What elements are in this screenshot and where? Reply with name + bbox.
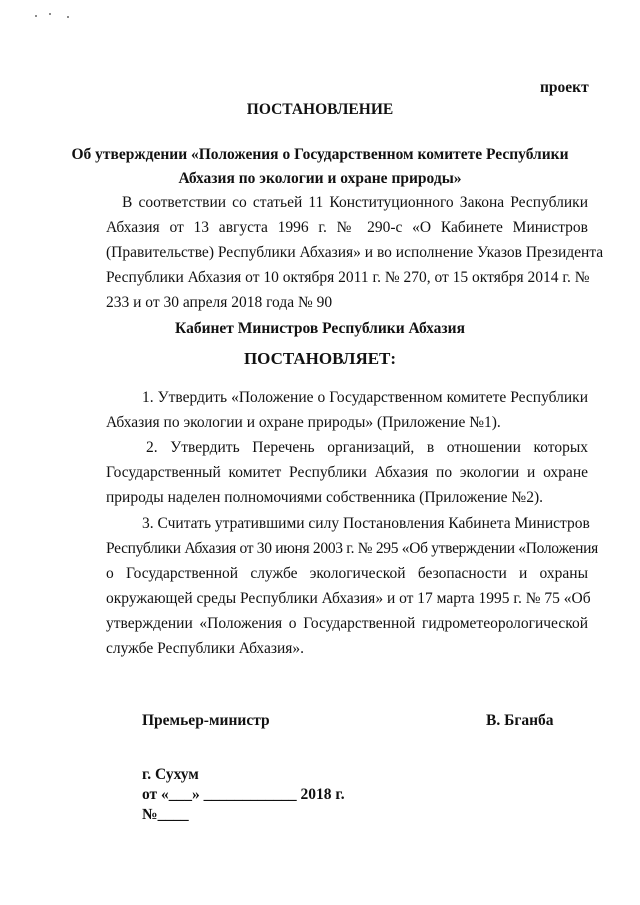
item-2-line: 2. Утвердить Перечень организаций, в отношении которых xyxy=(146,439,588,456)
speck xyxy=(67,16,69,18)
item-3-line: утверждении «Положения о Государственной гидрометеорологической xyxy=(106,615,588,632)
city-label: г. Сухум xyxy=(142,766,199,783)
signature-name: В. Бганба xyxy=(486,712,554,729)
title-line-1: Об утверждении «Положения о Государственном комитете Республики xyxy=(71,146,569,163)
item-2-line: Государственный комитет Республики Абхазия по экологии и охране xyxy=(106,464,588,481)
speck xyxy=(49,13,51,15)
date-line: от «___» ____________ 2018 г. xyxy=(142,786,345,803)
preamble-line: В соответствии со статьей 11 Конституционного Закона Республики xyxy=(122,194,588,211)
preamble-line: Абхазия от 13 августа 1996 г. № 290-с «О Кабинете Министров xyxy=(106,219,588,236)
item-3-line: Республики Абхазия от 30 июня 2003 г. № 295 «Об утверждении «Положения xyxy=(106,540,598,557)
item-2-line: природы наделен полномочиями собственника (Приложение №2). xyxy=(106,489,543,506)
item-3-line: о Государственной службе экологической безопасности и охраны xyxy=(106,565,588,582)
number-line: №____ xyxy=(142,806,189,823)
resolves-heading: ПОСТАНОВЛЯЕТ: xyxy=(243,349,397,368)
item-3-line: окружающей среды Республики Абхазия» и от 17 марта 1995 г. № 75 «Об xyxy=(106,590,591,607)
signature-position: Премьер-министр xyxy=(142,712,270,729)
title-line-2: Абхазия по экологии и охране природы» xyxy=(178,170,462,187)
item-1-line: Абхазия по экологии и охране природы» (Приложение №1). xyxy=(106,414,501,431)
preamble-line: 233 и от 30 апреля 2018 года № 90 xyxy=(106,294,333,311)
document-type-heading: ПОСТАНОВЛЕНИЕ xyxy=(246,101,394,118)
item-3-line: 3. Считать утратившими силу Постановления Кабинета Министров xyxy=(142,515,590,532)
item-3-line: службе Республики Абхазия». xyxy=(106,640,305,657)
preamble-line: (Правительстве) Республики Абхазия» и во исполнение Указов Президента xyxy=(106,244,604,261)
speck xyxy=(35,15,37,17)
preamble-line: Республики Абхазия от 10 октября 2011 г. № 270, от 15 октября 2014 г. № xyxy=(106,269,590,286)
draft-label: проект xyxy=(540,79,589,96)
issuer-heading: Кабинет Министров Республики Абхазия xyxy=(175,320,465,337)
item-1-line: 1. Утвердить «Положение о Государственном комитете Республики xyxy=(142,389,588,406)
scan-specks xyxy=(35,13,95,19)
